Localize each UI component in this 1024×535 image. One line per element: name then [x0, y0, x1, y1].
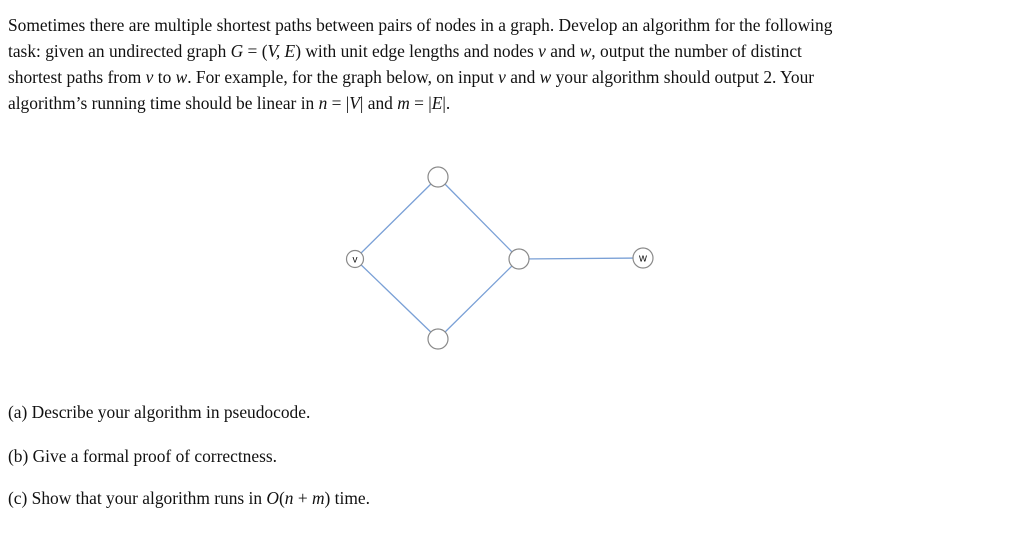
part-c: [8, 488, 370, 509]
math-symbol: E: [431, 93, 443, 113]
text-run: to: [153, 67, 176, 87]
node-label-w: w: [639, 252, 647, 265]
math-symbol: w: [539, 67, 552, 87]
math-symbol: V: [349, 93, 360, 113]
edge-bottom-right: [438, 259, 519, 339]
text-run: (: [278, 488, 285, 508]
node-right: [509, 249, 529, 269]
text-run: | and: [359, 93, 398, 113]
text-run: . For example, for the graph below, on input: [187, 67, 499, 87]
edge-right-w: [519, 258, 643, 259]
math-symbol: w: [579, 41, 592, 61]
math-symbol: v: [498, 67, 506, 87]
text-run: |.: [442, 93, 451, 113]
math-symbol: w: [175, 67, 188, 87]
math-symbol: G: [230, 41, 244, 61]
node-label-v: v: [352, 254, 358, 266]
text-run: = |: [327, 93, 350, 113]
math-symbol: m: [397, 93, 410, 113]
math-symbol: n: [284, 488, 294, 508]
text-run: algorithm’s running time should be linear in: [8, 93, 319, 113]
math-symbol: n: [318, 93, 328, 113]
part-a: [8, 402, 310, 423]
text-run: (c) Show that your algorithm runs in: [8, 488, 267, 508]
text-run: and: [505, 67, 540, 87]
text-run: (a) Describe your algorithm in pseudocode.: [8, 402, 311, 422]
edge-v-bottom: [355, 259, 438, 339]
text-run: your algorithm should output 2. Your: [551, 67, 815, 87]
node-top: [428, 167, 448, 187]
text-run: = |: [409, 93, 432, 113]
math-symbol: V, E: [267, 41, 296, 61]
text-run: task: given an undirected graph: [8, 41, 231, 61]
text-run: , output the number of distinct: [591, 41, 802, 61]
math-symbol: v: [145, 67, 154, 87]
edge-v-top: [355, 177, 438, 259]
part-b: [8, 446, 277, 467]
text-run: +: [293, 488, 312, 508]
text-run: shortest paths from: [8, 67, 146, 87]
text-run: ) with unit edge lengths and nodes: [295, 41, 539, 61]
text-run: = (: [243, 41, 268, 61]
math-symbol: v: [538, 41, 546, 61]
text-run: Sometimes there are multiple shortest paths between pairs of nodes in a graph. Develop an algorithm for the following: [8, 15, 833, 35]
text-run: ) time.: [324, 488, 370, 508]
text-run: and: [545, 41, 580, 61]
math-symbol: O: [266, 488, 279, 508]
math-symbol: m: [311, 488, 325, 508]
node-bottom: [428, 329, 448, 349]
text-run: (b) Give a formal proof of correctness.: [8, 446, 277, 466]
edge-top-right: [438, 177, 519, 259]
